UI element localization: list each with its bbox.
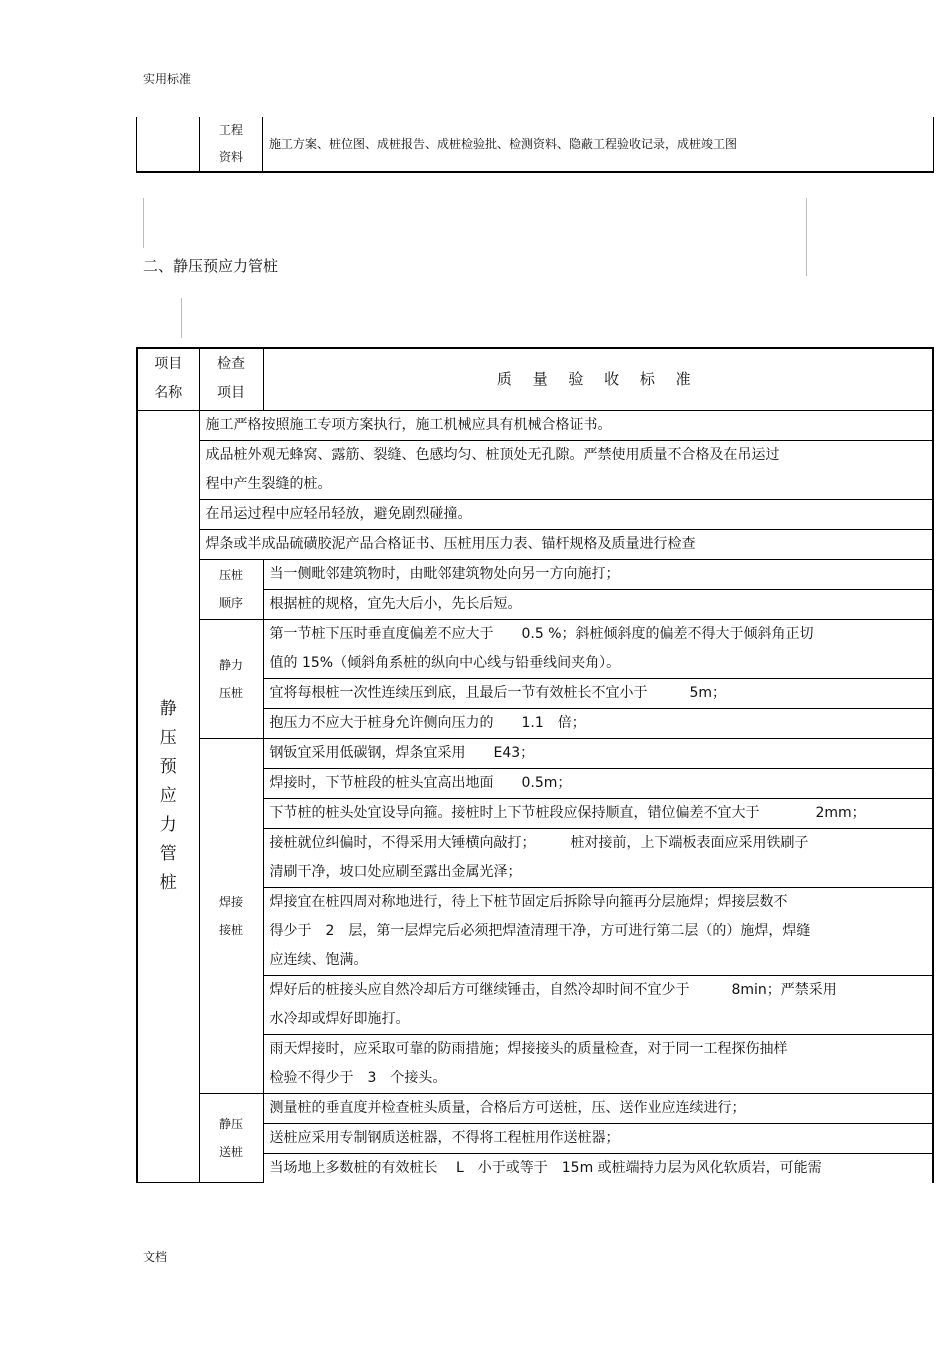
row-line: 检验不得少于 3 个接头。	[269, 1069, 447, 1086]
rule-line	[806, 198, 807, 276]
category-char: 管	[159, 843, 177, 864]
row-line: 第一节桩下压时垂直度偏差不应大于 0.5 %；斜桩倾斜度的偏差不得大于倾斜角正切	[269, 625, 814, 642]
label-line: 静力	[218, 657, 243, 672]
head-check-item	[199, 348, 263, 410]
row-line: 清刷干净，坡口处应刷至露出金属光泽；	[269, 863, 522, 880]
category-char: 应	[159, 785, 177, 806]
standard-row	[263, 887, 933, 975]
top-table-sub-line: 资料	[218, 150, 243, 164]
row-line: 水冷却或焊好即施打。	[269, 1010, 410, 1027]
standard-row	[263, 619, 933, 678]
label-line: 送桩	[218, 1144, 243, 1159]
head-line: 名称	[154, 385, 183, 402]
top-table-empty-cell	[137, 117, 200, 172]
category-char: 预	[159, 756, 177, 777]
top-table	[136, 117, 934, 173]
standard-row: 送桩应采用专制钢质送桩器，不得将工程桩用作送桩器；	[263, 1123, 933, 1153]
row-line: 接桩就位纠偏时，不得采用大锤横向敲打； 桩对接前，上下端板表面应采用铁刷子	[269, 834, 809, 851]
standard-row: 抱压力不应大于桩身允许侧向压力的 1.1 倍；	[263, 708, 933, 738]
general-row	[199, 440, 933, 499]
standard-row: 下节桩的桩头处宜设导向箍。接桩时上下节桩段应保持顺直，错位偏差不宜大于 2mm；	[263, 798, 933, 828]
label-line: 顺序	[218, 596, 243, 610]
head-line: 检查	[217, 356, 245, 373]
category-char: 静	[159, 698, 177, 719]
top-table-content: 施工方案、桩位图、成桩报告、成桩检验批、检测资料、隐蔽工程验收记录，成桩竣工图	[263, 117, 934, 172]
category-char: 压	[159, 727, 177, 748]
row-line: 应连续、饱满。	[269, 951, 368, 968]
group-label-static-press	[199, 619, 263, 738]
group-label-pile-order	[199, 559, 263, 619]
top-table-sub-line: 工程	[218, 123, 243, 137]
standard-row: 宜将每根桩一次性连续压到底，且最后一节有效桩长不宜小于 5m；	[263, 678, 933, 708]
head-line: 项目	[154, 356, 183, 373]
rule-line	[181, 298, 182, 338]
standard-row: 测量桩的垂直度并检查桩头质量，合格后方可送桩，压、送作业应连续进行；	[263, 1093, 933, 1123]
quality-table	[136, 347, 934, 1183]
standard-row: 焊接时，下节桩段的桩头宜高出地面 0.5m；	[263, 768, 933, 798]
page-header: 实用标准	[143, 72, 192, 86]
standard-row	[263, 975, 933, 1034]
rule-line	[143, 198, 144, 248]
label-line: 压桩	[218, 685, 243, 700]
general-row: 施工严格按照施工专项方案执行，施工机械应具有机械合格证书。	[199, 410, 933, 440]
standard-row: 当场地上多数桩的有效桩长 L 小于或等于 15m 或桩端持力层为风化软质岩，可能需	[263, 1153, 933, 1183]
standard-row: 钢钣宜采用低碳钢，焊条宜采用 E43；	[263, 738, 933, 768]
general-row: 焊条或半成品硫磺胶泥产品合格证书、压桩用压力表、锚杆规格及质量进行检查	[199, 529, 933, 559]
label-line: 压桩	[218, 568, 243, 582]
standard-row	[263, 828, 933, 887]
label-line: 焊接	[218, 894, 243, 909]
row-line: 程中产生裂缝的桩。	[205, 475, 332, 492]
label-line: 静压	[218, 1116, 243, 1131]
head-standard: 质 量 验 收 标 准	[263, 348, 933, 410]
row-line: 焊好后的桩接头应自然冷却后方可继续锤击，自然冷却时间不宜少于 8min；严禁采用	[269, 981, 837, 998]
row-line: 成品桩外观无蜂窝、露筋、裂缝、色感均匀、桩顶处无孔隙。严禁使用质量不合格及在吊运过	[205, 446, 780, 463]
top-table-sub-cell	[200, 117, 263, 172]
row-line: 焊接宜在桩四周对称地进行，待上下桩节固定后拆除导向箍再分层施焊；焊接层数不	[269, 893, 788, 910]
section-title: 二、静压预应力管桩	[143, 257, 279, 275]
row-line: 值的 15%（倾斜角系桩的纵向中心线与铅垂线间夹角）。	[269, 654, 621, 671]
page-footer: 文档	[143, 1250, 168, 1264]
group-label-weld-splice	[199, 738, 263, 1093]
standard-row: 当一侧毗邻建筑物时，由毗邻建筑物处向另一方向施打；	[263, 559, 933, 589]
group-label-pile-driving	[199, 1093, 263, 1183]
row-line: 得少于 2 层，第一层焊完后必须把焊渣清理干净，方可进行第二层（的）施焊，焊缝	[269, 922, 811, 939]
category-char: 力	[159, 814, 177, 835]
head-line: 项目	[217, 385, 245, 402]
category-char: 桩	[159, 872, 177, 893]
head-item-name	[137, 348, 199, 410]
row-line: 雨天焊接时，应采取可靠的防雨措施；焊接接头的质量检查，对于同一工程探伤抽样	[269, 1040, 788, 1057]
general-row: 在吊运过程中应轻吊轻放，避免剧烈碰撞。	[199, 499, 933, 529]
label-line: 接桩	[218, 922, 243, 937]
standard-row	[263, 1034, 933, 1093]
category-cell	[137, 410, 199, 1183]
standard-row: 根据桩的规格，宜先大后小，先长后短。	[263, 589, 933, 619]
